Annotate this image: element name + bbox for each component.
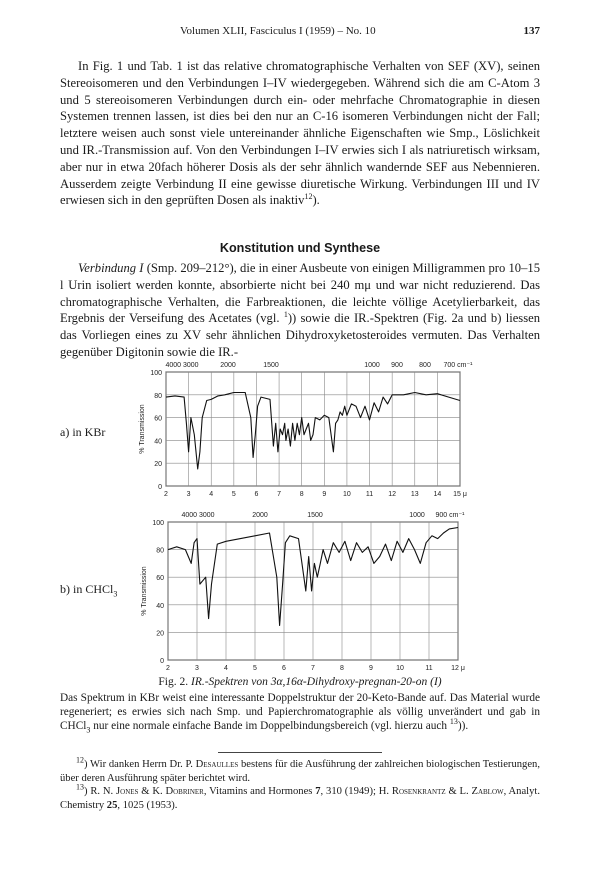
footnote-13-mid1: & K. — [138, 786, 166, 797]
spectrum-b-label-sub: 3 — [113, 589, 118, 599]
footnote-13-text-a: ) R. N. — [84, 786, 117, 797]
section-heading: Konstitution und Synthese — [219, 241, 381, 255]
spectrum-b-wavenumber-label: 4000 3000 — [181, 512, 215, 519]
spectrum-a-y-axis-label: % Transmission — [139, 404, 146, 454]
footnote-13-vol2: 25 — [106, 799, 118, 811]
spectrum-a-x-tick-label: 5 — [231, 491, 236, 498]
page-header — [60, 25, 540, 41]
footnote-12-text-b: bestens für die Ausführung der zahlreichen biologischen Testierungen, über deren Ausführung später berichtet wird. — [60, 759, 540, 784]
figure-caption-prefix: Fig. 2. — [158, 676, 191, 688]
spectrum-b-x-tick-label: 8 — [340, 665, 344, 672]
footnote-13-name2: Dobriner — [165, 786, 204, 797]
footnote-12-name: Desaulles — [195, 759, 239, 770]
spectrum-a-transmission-curve — [166, 393, 460, 469]
spectrum-a-y-tick-label: 20 — [154, 461, 162, 469]
footnote-13-name4: Zablow — [471, 786, 504, 797]
ref-13: 13 — [449, 717, 458, 727]
footnote-13-end: , 1025 (1953). — [117, 799, 178, 811]
figure-caption-text: IR.-Spektren von 3α,16α-Dihydroxy-pregnan-20-on (I) — [190, 676, 442, 688]
footnote-divider — [218, 752, 382, 753]
spectrum-a-x-tick-label: 8 — [299, 491, 304, 498]
spectrum-a-y-tick-label: 80 — [154, 392, 162, 400]
spectrum-b-y-axis-label: % Transmission — [141, 566, 148, 616]
footnote-13-mid3: , 310 (1949); H. — [320, 786, 392, 797]
paragraph2-text-a: (Smp. 209–212°), die in einer Ausbeute von einigen Milligrammen pro 10–15 l Urin isoliert werden konnte, absorbierte nicht bei 240 mμ und war nicht reduzierend. Das chromatographische Verhalten, die Farbreaktionen, die leichte völlige Acetylierbarkeit, das Ergebnis der Verseifung des Acetates (vgl. — [60, 261, 540, 326]
paragraph2-lead: Verbindung I — [78, 261, 144, 275]
spectrum-b-y-tick-label: 0 — [160, 658, 164, 665]
spectrum-b-x-tick-label: 10 — [396, 665, 404, 672]
spectrum-a-y-tick-label: 0 — [158, 484, 162, 491]
footnote-13-name1: Jones — [116, 786, 139, 797]
spectrum-a-label: a) in KBr — [60, 425, 106, 439]
spectrum-b-x-tick-label: 2 — [166, 665, 170, 672]
spectrum-a-x-tick-label: 6 — [254, 491, 259, 498]
spectrum-b-wavenumber-label: 2000 — [252, 512, 268, 519]
spectrum-a-wavenumber-label: 1500 — [263, 362, 279, 369]
footnote-12 — [60, 755, 540, 785]
footnote-13-mid5: , Analyt. Chemistry — [60, 786, 540, 811]
paragraph-verbindung-i — [60, 260, 540, 361]
spectrum-b-wavenumber-label: 1000 — [409, 512, 425, 519]
spectrum-a-y-tick-label: 100 — [150, 370, 162, 377]
spectrum-a-x-tick-label: 15 μ — [453, 491, 467, 498]
spectrum-b-y-tick-label: 60 — [156, 575, 164, 583]
spectrum-a-y-tick-label: 40 — [154, 438, 162, 446]
note-text-a: Das Spektrum in KBr weist eine interessante Doppelstruktur der 20-Keto-Bande auf. Das Material wurde regeneriert; es erwies sich nach Smp. und Papierchromatographie als völlig unverändert und gab in CHCl — [60, 692, 540, 732]
spectrum-a-x-tick-label: 3 — [186, 491, 191, 498]
footnote-13-name3: Rosenkrantz — [391, 786, 446, 797]
spectrum-b-label — [60, 582, 117, 597]
figure-caption — [60, 676, 540, 688]
spectrum-b-y-tick-label: 100 — [152, 520, 164, 527]
footnote-13-ref: 13 — [76, 782, 84, 792]
spectrum-b-x-tick-label: 12 μ — [451, 665, 465, 672]
ref-12: 12 — [304, 192, 313, 202]
spectrum-b-x-tick-label: 3 — [195, 665, 199, 672]
spectrum-b-y-tick-label: 80 — [156, 547, 164, 555]
spectrum-a-wavenumber-label: 4000 3000 — [165, 362, 199, 369]
footnote-13 — [60, 782, 540, 812]
footnote-12-text-a: ) Wir danken Herrn Dr. P. — [84, 759, 196, 770]
note-text-b: nur eine normale einfache Bande im Doppelbindungsbereich (vgl. hierzu auch — [90, 720, 450, 732]
spectrum-b-y-tick-label: 20 — [156, 630, 164, 638]
spectrum-a-frame — [166, 372, 460, 486]
spectrum-b-wavenumber-label: 1500 — [307, 512, 323, 519]
spectrum-a-x-tick-label: 7 — [277, 491, 282, 498]
footnote-13-mid2: , Vitamins and Hormones — [203, 786, 316, 797]
note-text-c: )). — [457, 720, 469, 732]
spectrum-a-y-tick-label: 60 — [154, 415, 162, 423]
spectrum-a-x-tick-label: 2 — [164, 491, 168, 498]
spectrum-a-x-tick-label: 12 — [388, 491, 397, 498]
footnote-12-ref: 12 — [76, 755, 84, 765]
figure-note — [60, 691, 540, 733]
paragraph-chromatography — [60, 58, 540, 209]
spectrum-a-x-tick-label: 4 — [209, 491, 214, 498]
spectrum-a-x-tick-label: 13 — [410, 491, 419, 498]
page-number: 137 — [523, 25, 540, 37]
note-sub: 3 — [86, 725, 91, 735]
spectrum-b — [140, 505, 480, 675]
spectrum-b-x-tick-label: 11 — [425, 665, 433, 672]
spectrum-b-label-text: b) in CHCl — [60, 582, 114, 596]
ref-1: 1 — [283, 310, 288, 320]
spectrum-b-x-tick-label: 7 — [311, 665, 315, 672]
spectrum-a-x-tick-label: 9 — [322, 491, 327, 498]
paragraph1-end: ). — [312, 193, 320, 208]
paragraph1-text: In Fig. 1 und Tab. 1 ist das relative chromatographische Verhalten von SEF (XV), seinen Stereoisomeren und den Verbindungen I–IV wiedergegeben. Während sich die am C-Atom 3 und 5 stereoisomeren Verbindungen durch ein- oder mehrfache Chromatographie in diesen Systemen trennen lassen, ist dies bei den nur an C-16 isomeren Verbindungen nicht der Fall; letztere weisen auch sonst viele untereinander ähnliche Eigenschaften wie Smp., Löslichkeit und IR.-Transmission auf. Von den Verbindungen I–IV erwies sich I als natriuretisch wirksam, aber nur in etwa 20fach höherer Dosis als der sehr ähnlich wandernde SEF aus Nebennieren. Ausserdem zeigte Verbindung II eine gewisse diuretische Wirkung. Verbindungen III und IV erwiesen sich in den geprüften Dosen als inaktiv — [60, 59, 540, 208]
spectrum-a-wavenumber-label: 800 — [419, 362, 431, 369]
spectrum-a-x-tick-label: 10 — [343, 491, 351, 498]
spectrum-a-wavenumber-label: 700 cm⁻¹ — [443, 362, 473, 369]
spectrum-a-chart — [140, 355, 480, 505]
running-title: Volumen XLII, Fasciculus I (1959) – No. 10 — [180, 25, 376, 37]
footnote-13-vol1: 7 — [315, 786, 321, 797]
spectrum-b-x-tick-label: 5 — [253, 665, 257, 672]
spectrum-b-y-tick-label: 40 — [156, 602, 164, 610]
spectrum-a-wavenumber-label: 2000 — [220, 362, 236, 369]
spectrum-a — [140, 355, 480, 505]
spectrum-b-wavenumber-label: 900 cm⁻¹ — [435, 512, 465, 519]
spectrum-b-x-tick-label: 4 — [224, 665, 228, 672]
spectrum-b-chart — [140, 505, 480, 675]
spectrum-b-x-tick-label: 9 — [369, 665, 373, 672]
paragraph2-text-b: )) sowie die IR.-Spektren (Fig. 2a und b) liessen das Vorliegen eines zu XV sehr ähnlichen Dihydroxyketosteroides vermuten. Das Verhalten gegenüber Digitonin sowie die IR.- — [60, 311, 540, 359]
spectrum-a-wavenumber-label: 900 — [391, 362, 403, 369]
spectrum-a-x-tick-label: 11 — [365, 491, 374, 498]
spectrum-a-x-tick-label: 14 — [433, 491, 442, 498]
spectrum-a-wavenumber-label: 1000 — [364, 362, 380, 369]
spectrum-b-x-tick-label: 6 — [282, 665, 286, 672]
footnote-13-mid4: & L. — [445, 786, 472, 797]
